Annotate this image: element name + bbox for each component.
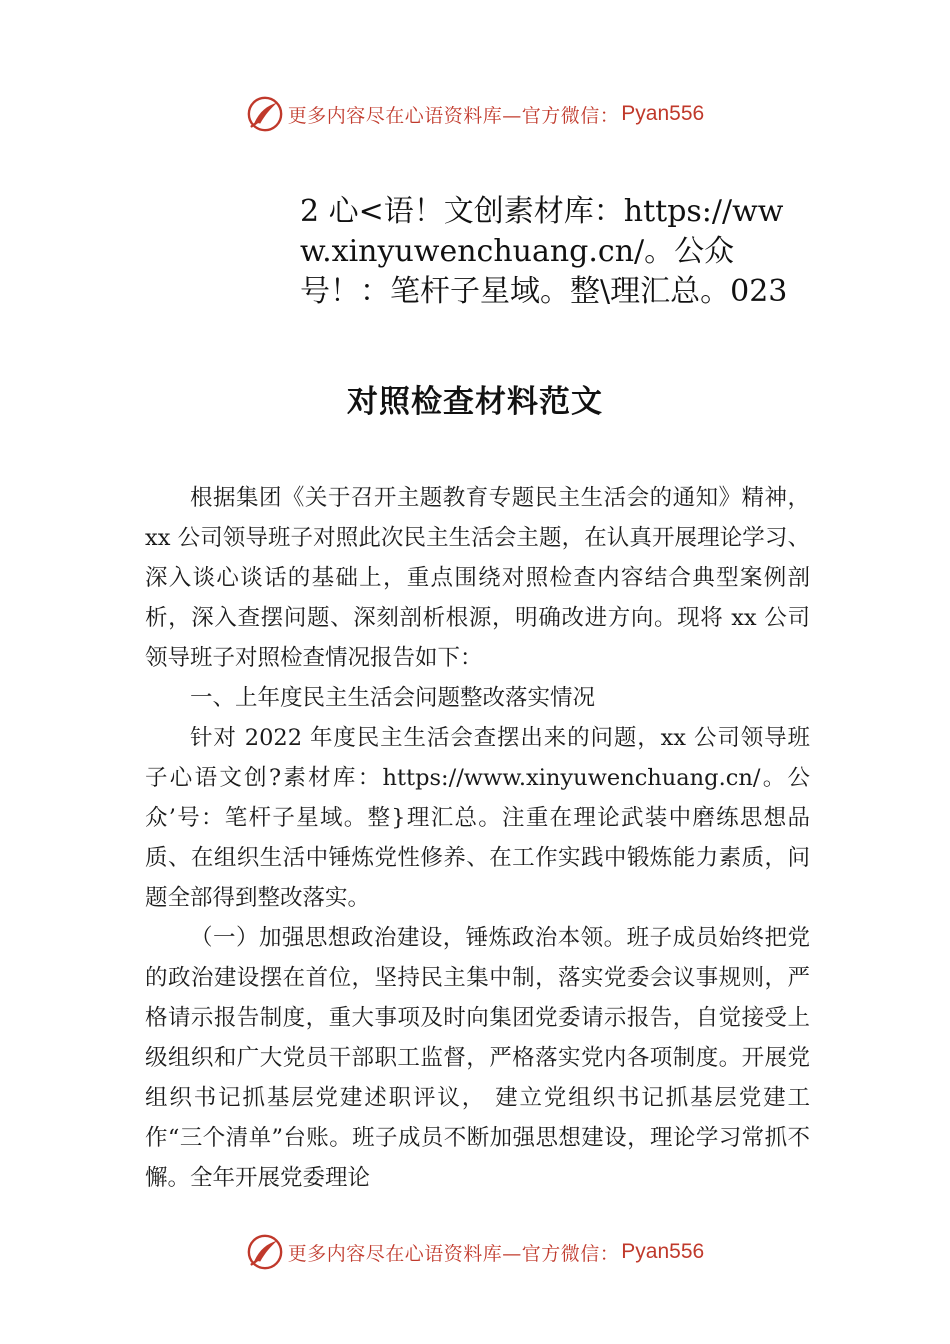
paragraph-rectification: 针对 2022 年度民主生活会查摆出来的问题，xx 公司领导班子心语文创?素材库：https://www.xinyuwenchuang.cn/。公众’号：笔杆子星域。整}理汇总。注重在理论武装中磨练思想品质、在组织生活中锤炼党性修养、在工作实践中锻炼能力素质，问题全部得到整改落实。 xyxy=(145,725,810,911)
section-heading-1: 一、上年度民主生活会问题整改落实情况 xyxy=(190,685,596,711)
document-body xyxy=(145,478,810,1198)
pen-logo-icon xyxy=(246,1233,284,1271)
watermark-text: 2 心<语！文创素材库：https://www.xinyuwenchuang.cn/。公众号！：笔杆子星域。整\理汇总。023 xyxy=(300,194,788,309)
paragraph-intro: 根据集团《关于召开主题教育专题民主生活会的通知》精神，xx 公司领导班子对照此次民主生活会主题，在认真开展理论学习、深入谈心谈话的基础上，重点围绕对照检查内容结合典型案例剖析，深入查摆问题、深刻剖析根源，明确改进方向。现将 xx 公司领导班子对照检查情况报告如下： xyxy=(145,485,810,671)
header-banner xyxy=(0,92,950,136)
footer-banner-text: 更多内容尽在心语资料库—官方微信： xyxy=(287,1242,620,1265)
header-banner-text: 更多内容尽在心语资料库—官方微信： xyxy=(287,104,620,127)
document-title: 对照检查材料范文 xyxy=(347,384,603,420)
paragraph-political-building: （一）加强思想政治建设，锤炼政治本领。班子成员始终把党的政治建设摆在首位，坚持民主集中制，落实党委会议事规则，严格请示报告制度，重大事项及时向集团党委请示报告，自觉接受上级组织和广大党员干部职工监督，严格落实党内各项制度。开展党组织书记抓基层党建述职评议， 建立党组织书记抓基层党建工作“三个清单”台账。班子成员不断加强思想建设，理论学习常抓不懈。全年开展党委理论 xyxy=(145,925,810,1191)
footer-banner xyxy=(0,1230,950,1274)
header-banner-id: Pyan556 xyxy=(621,102,705,125)
footer-banner-id: Pyan556 xyxy=(621,1240,705,1263)
pen-logo-icon xyxy=(246,95,284,133)
